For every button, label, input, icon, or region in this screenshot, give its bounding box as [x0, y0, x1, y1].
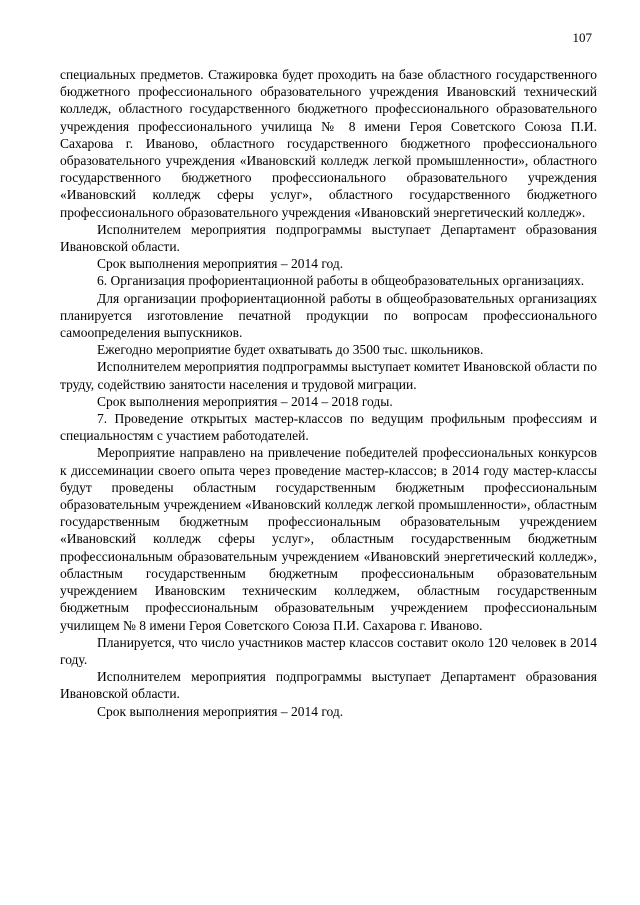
paragraph-executor-department: Исполнителем мероприятия подпрограммы выступает Департамент образования Ивановской области. — [60, 221, 597, 255]
paragraph-deadline: Срок выполнения мероприятия – 2014 – 2018 годы. — [97, 393, 393, 409]
paragraph-section-7-heading: 7. Проведение открытых мастер-классов по ведущим профильным профессиям и специальностям с участием работодателей. — [60, 411, 597, 444]
paragraph-section-6-heading: 6. Организация профориентационной работы в общеобразовательных организациях. — [97, 273, 585, 289]
paragraph-internship-continuation: специальных предметов. Стажировка будет проходить на базе областного государственного бюджетного профессионального образовательного учреждения Ивановский технический колледж, областного государственного бюджетного профессионального образовательного учреждения профессионального училища № 8 имени Героя Советского Союза П.И. Сахарова г. Иваново, областного государственного бюджетного профессионального образовательного учреждения «Ивановский колледж легкой промышленности», областного государственного бюджетного профессионального образовательного учреждения «Ивановский колледж сферы услуг», областного государственного бюджетного профессионального образовательного учреждения «Ивановский энергетический колледж». — [60, 67, 597, 220]
paragraph-participants: Планируется, что число участников мастер классов составит около 120 человек в 2014 году. — [60, 634, 597, 667]
paragraph-printed-materials: Для организации профориентационной работы в общеобразовательных организациях планируется изготовление печатной продукции по вопросам профессионального самоопределения выпускников. — [60, 290, 597, 341]
paragraph-executor-committee: Исполнителем мероприятия подпрограммы выступает комитет Ивановской области по труду, содействию занятости населения и трудовой миграции. — [60, 359, 597, 392]
paragraph-master-classes: Мероприятие направлено на привлечение победителей профессиональных конкурсов к диссеминации своего опыта через проведение мастер-классов; в 2014 году мастер-классы будут проведены областным государственным бюджетным профессиональным образовательным учреждением «Ивановский колледж легкой промышленности», областным государственным бюджетным профессиональным образовательным учреждением «Ивановский колледж сферы услуг», областным государственным бюджетным профессиональным образовательным учреждением «Ивановский энергетический колледж», областным государственным бюджетным профессиональным образовательным учреждением Ивановским техническим колледжем, областным государственным бюджетным профессиональным образовательным учреждением профессиональным училищем № 8 имени Героя Советского Союза П.И. Сахарова г. Иваново. — [60, 445, 597, 633]
paragraph-deadline: Срок выполнения мероприятия – 2014 год. — [97, 703, 344, 719]
paragraph-coverage: Ежегодно мероприятие будет охватывать до 3500 тыс. школьников. — [97, 342, 484, 358]
paragraph-executor-department: Исполнителем мероприятия подпрограммы выступает Департамент образования Ивановской области. — [60, 669, 597, 702]
paragraph-deadline: Срок выполнения мероприятия – 2014 год. — [97, 256, 344, 272]
page-number: 107 — [572, 30, 592, 45]
document-body — [60, 66, 597, 720]
